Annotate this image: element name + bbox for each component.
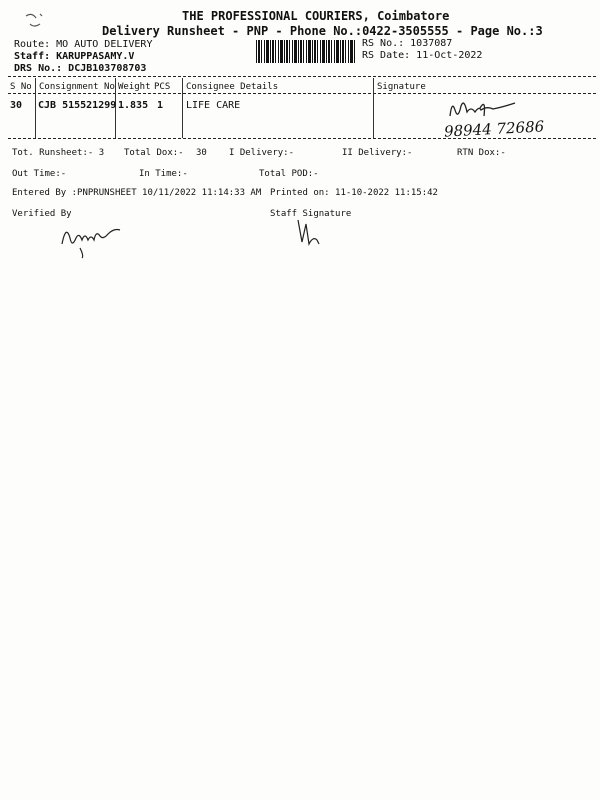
col-divider xyxy=(182,78,183,138)
row-pcs: 1 xyxy=(157,100,164,111)
row-consignee: LIFE CARE xyxy=(186,100,241,111)
col-header-weight: Weight xyxy=(118,82,151,92)
ii-delivery: II Delivery:- xyxy=(342,148,413,158)
row-consignment: CJB 515521299 xyxy=(38,100,117,111)
staff-label: Staff: KARUPPASAMY.V xyxy=(14,51,135,62)
col-divider xyxy=(35,78,36,138)
total-runsheet: Tot. Runsheet:- 3 xyxy=(12,148,105,158)
col-header-signature: Signature xyxy=(377,82,426,92)
barcode xyxy=(256,40,356,63)
total-dox-label: Total Dox:- xyxy=(124,148,184,158)
verified-by-label: Verified By xyxy=(12,209,72,219)
out-time: Out Time:- xyxy=(12,169,67,179)
i-delivery: I Delivery:- xyxy=(229,148,295,158)
in-time: In Time:- xyxy=(139,169,188,179)
rtn-dox: RTN Dox:- xyxy=(457,148,506,158)
route-label: Route: MO AUTO DELIVERY xyxy=(14,39,153,50)
col-header-consignee: Consignee Details xyxy=(186,82,279,92)
total-dox-value: 30 xyxy=(196,148,207,158)
total-pod: Total POD:- xyxy=(259,169,319,179)
entered-by: Entered By :PNPRUNSHEET 10/11/2022 11:14:33 AM xyxy=(12,188,262,198)
runsheet-title: Delivery Runsheet - PNP - Phone No.:0422-3505555 - Page No.:3 xyxy=(102,24,543,38)
row-sno: 30 xyxy=(10,100,23,111)
table-bottom-rule xyxy=(8,138,596,139)
col-divider xyxy=(373,78,374,138)
printed-on: Printed on: 11-10-2022 11:15:42 xyxy=(270,188,438,198)
drs-number: DRS No.: DCJB103708703 xyxy=(14,63,147,74)
receiver-phone-handwritten: 98944 72686 xyxy=(443,117,545,141)
verifier-signature xyxy=(58,218,138,260)
col-header-consignment: Consignment No xyxy=(39,82,115,92)
staff-signature-mark xyxy=(292,214,326,250)
company-logo-mark xyxy=(22,10,48,32)
company-name: THE PROFESSIONAL COURIERS, Coimbatore xyxy=(182,9,450,23)
table-top-rule xyxy=(8,76,596,77)
row-weight: 1.835 xyxy=(118,100,149,111)
staff-signature-label: Staff Signature xyxy=(270,209,352,219)
col-header-sno: S No xyxy=(10,82,32,92)
rs-number: RS No.: 1037087 xyxy=(362,38,453,49)
rs-date: RS Date: 11-Oct-2022 xyxy=(362,50,483,61)
col-header-pcs: PCS xyxy=(154,82,171,92)
